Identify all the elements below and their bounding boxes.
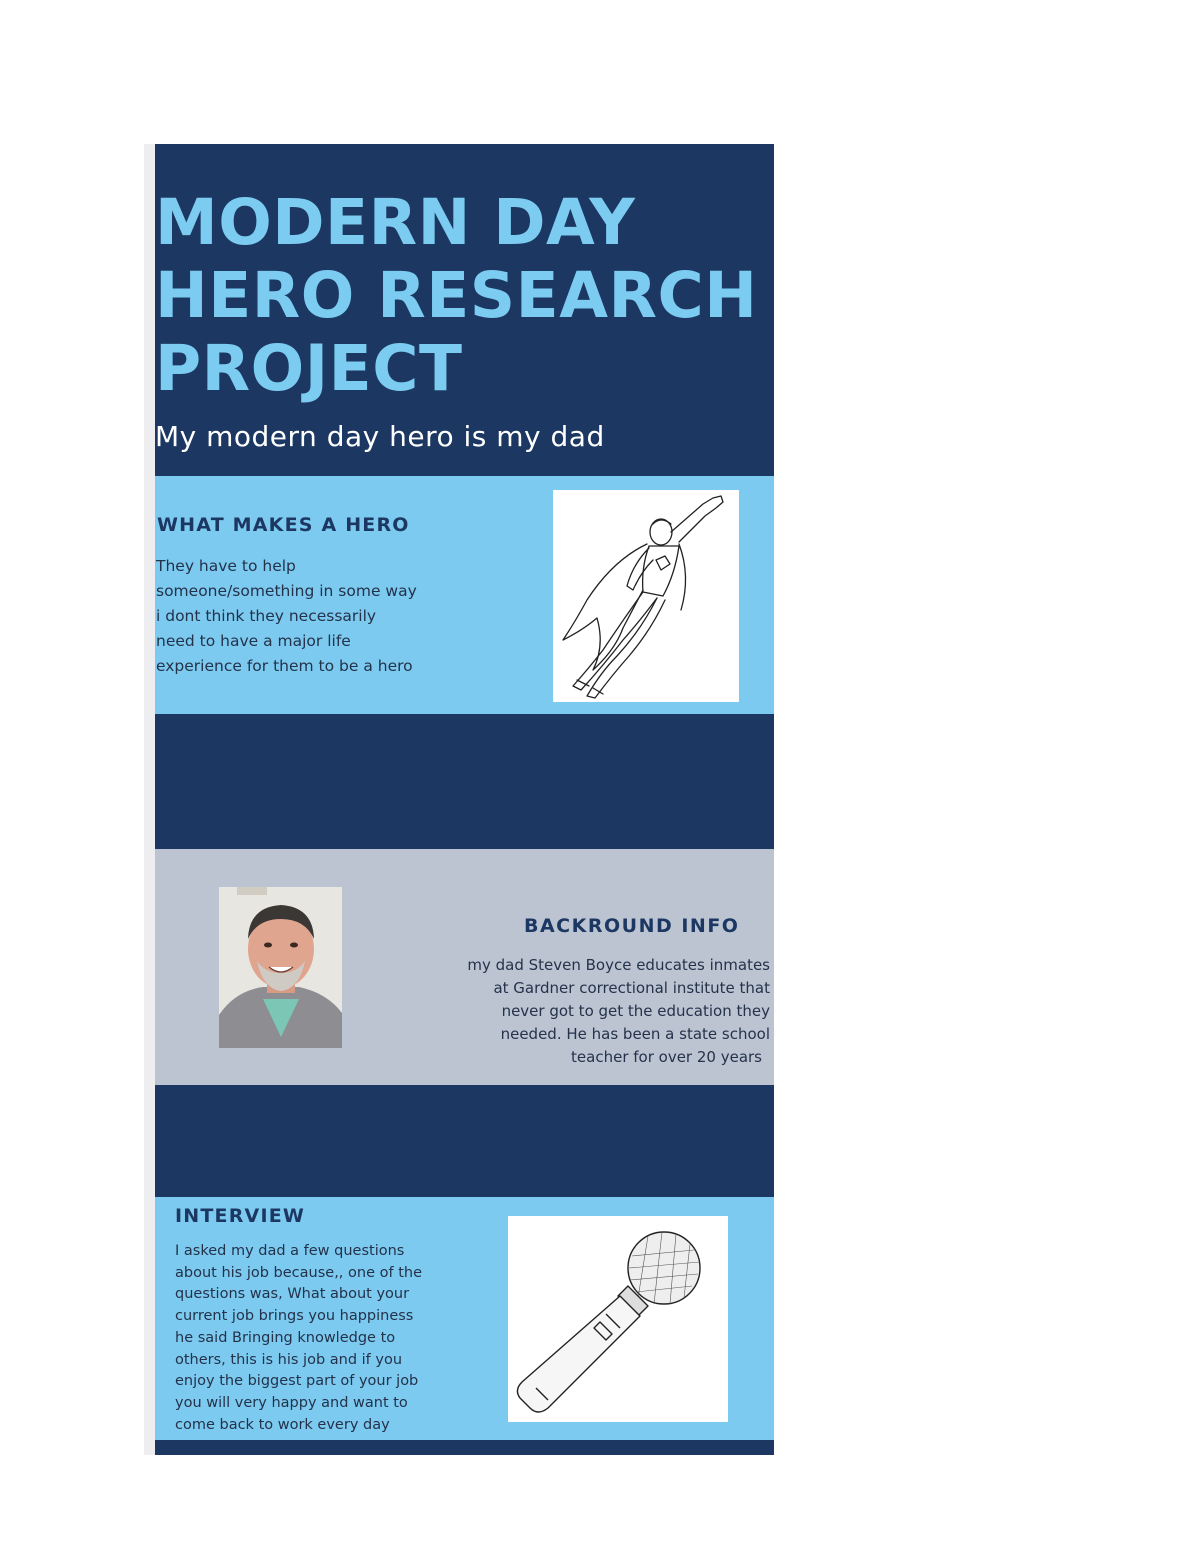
microphone-image xyxy=(508,1216,728,1422)
text-line: someone/something in some way xyxy=(156,582,417,600)
text-line: my dad Steven Boyce educates inmates xyxy=(467,956,770,974)
text-line: he said Bringing knowledge to xyxy=(175,1329,396,1346)
title-band xyxy=(155,144,774,476)
flying-superhero-icon xyxy=(553,490,739,702)
subtitle: My modern day hero is my dad xyxy=(155,420,605,453)
text-line: They have to help xyxy=(156,557,296,575)
text-line: others, this is his job and if you xyxy=(175,1351,403,1368)
main-title-line: PROJECT xyxy=(155,332,463,405)
section-heading: INTERVIEW xyxy=(175,1205,306,1227)
text-line: come back to work every day xyxy=(175,1416,390,1433)
what-makes-a-hero-section xyxy=(155,476,774,714)
interview-section xyxy=(155,1197,774,1440)
interview-description xyxy=(175,1241,422,1436)
text-line: at Gardner correctional institute that xyxy=(493,979,770,997)
text-line: about his job because,, one of the xyxy=(175,1264,422,1281)
microphone-icon xyxy=(508,1216,728,1422)
dad-photo xyxy=(219,887,342,1048)
main-title xyxy=(155,186,774,405)
text-line: needed. He has been a state school xyxy=(500,1025,770,1043)
text-line: i dont think they necessarily xyxy=(156,607,377,625)
text-line: experience for them to be a hero xyxy=(156,657,413,675)
main-title-line: MODERN DAY xyxy=(155,186,636,259)
background-info-section xyxy=(155,849,774,1085)
dad-portrait-photo xyxy=(219,887,342,1048)
infographic-poster xyxy=(155,144,774,1455)
text-line: teacher for over 20 years xyxy=(571,1048,762,1066)
text-line: I asked my dad a few questions xyxy=(175,1243,405,1259)
text-line: enjoy the biggest part of your job xyxy=(175,1373,419,1390)
text-line: need to have a major life xyxy=(156,632,351,650)
hero-description xyxy=(156,554,417,679)
text-line: you will very happy and want to xyxy=(175,1394,408,1411)
text-line: questions was, What about your xyxy=(175,1286,410,1303)
section-heading: WHAT MAKES A HERO xyxy=(157,514,410,536)
background-description xyxy=(467,954,770,1069)
section-heading: BACKROUND INFO xyxy=(524,915,740,937)
text-line: current job brings you happiness xyxy=(175,1308,414,1325)
main-title-line: HERO RESEARCH xyxy=(155,259,758,332)
superhero-image xyxy=(553,490,739,702)
text-line: never got to get the education they xyxy=(501,1002,770,1020)
